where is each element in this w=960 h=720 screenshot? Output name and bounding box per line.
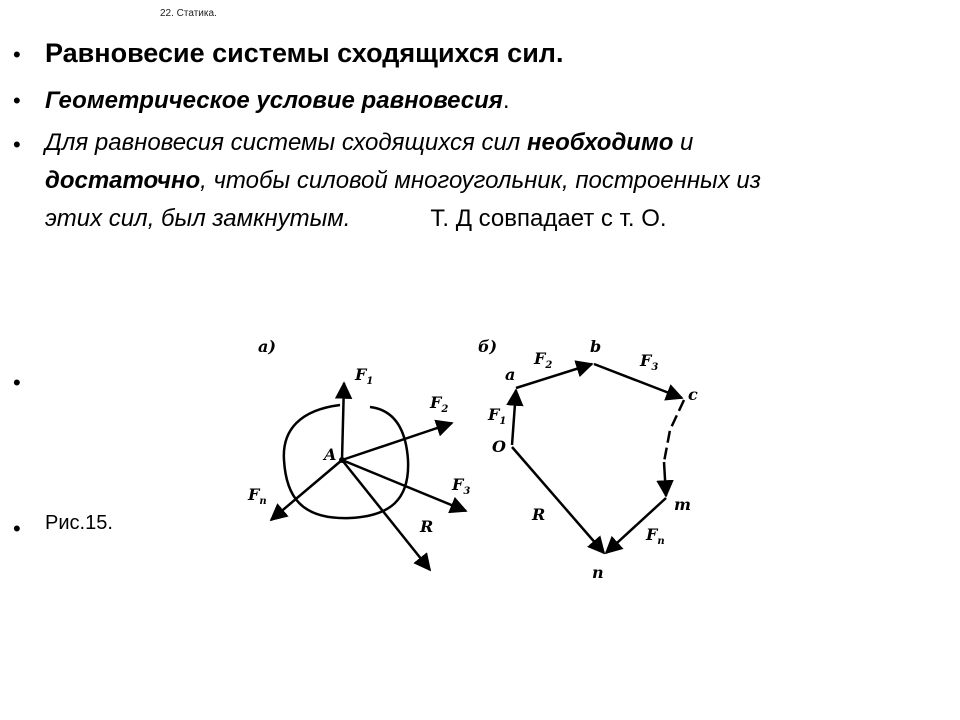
bullet-dot: • <box>13 516 21 541</box>
point-A-label: A <box>324 445 337 464</box>
label-a: a) <box>258 337 276 356</box>
point-n-label: n <box>592 563 604 582</box>
polygon-dashed-segment <box>664 400 684 462</box>
force-Fn-label: $F_n$ <box>248 485 267 507</box>
bullet-dot-empty: • <box>13 370 21 395</box>
polygon-F2-arrow <box>516 364 592 388</box>
force-F3-arrow <box>342 460 466 511</box>
point-c-label: c <box>688 385 698 404</box>
force-F1-arrow <box>342 383 344 460</box>
force-Fn-arrow <box>271 460 342 520</box>
force-F3-label: $F_3$ <box>452 475 471 497</box>
polygon-R-arrow <box>512 447 604 553</box>
polygon-F1-label: $F_1$ <box>488 405 507 427</box>
force-R-arrow <box>342 460 430 570</box>
polygon-Fn-label: $F_n$ <box>646 525 665 547</box>
figure-caption: Рис.15. <box>45 512 113 534</box>
force-F2-label: $F_2$ <box>430 393 449 415</box>
point-m-label: m <box>674 495 691 514</box>
bullet-condition-text: Для равновесия системы сходящихся сил необходимо и достаточно, чтобы силовой многоугольник, построенных из этих сил, был замкнутым. Т. Д совпадает с т. О. <box>45 129 761 232</box>
polygon-F3-label: $F_3$ <box>640 351 659 373</box>
point-O-label: O <box>492 437 506 456</box>
polygon-F1-arrow <box>512 390 516 445</box>
slide-header: 22. Статика. <box>160 8 217 19</box>
force-R-label: R <box>420 517 434 536</box>
bullet-title: Равновесие системы сходящихся сил. <box>45 38 564 68</box>
polygon-F4-arrow <box>664 462 666 496</box>
point-a-label: a <box>505 365 516 384</box>
label-b: б) <box>478 337 498 356</box>
polygon-R-label: R <box>532 505 546 524</box>
force-F1-label: $F_1$ <box>355 365 374 387</box>
bullet-dot: • <box>13 132 21 157</box>
polygon-F3-arrow <box>594 364 682 398</box>
force-F2-arrow <box>342 423 452 460</box>
bullet-dot: • <box>13 42 21 67</box>
polygon-F2-label: $F_2$ <box>534 349 553 371</box>
point-b-label: b <box>590 337 602 356</box>
bullet-dot: • <box>13 88 21 113</box>
bullet-geometric-condition: Геометрическое условие равновесия. <box>45 87 510 114</box>
